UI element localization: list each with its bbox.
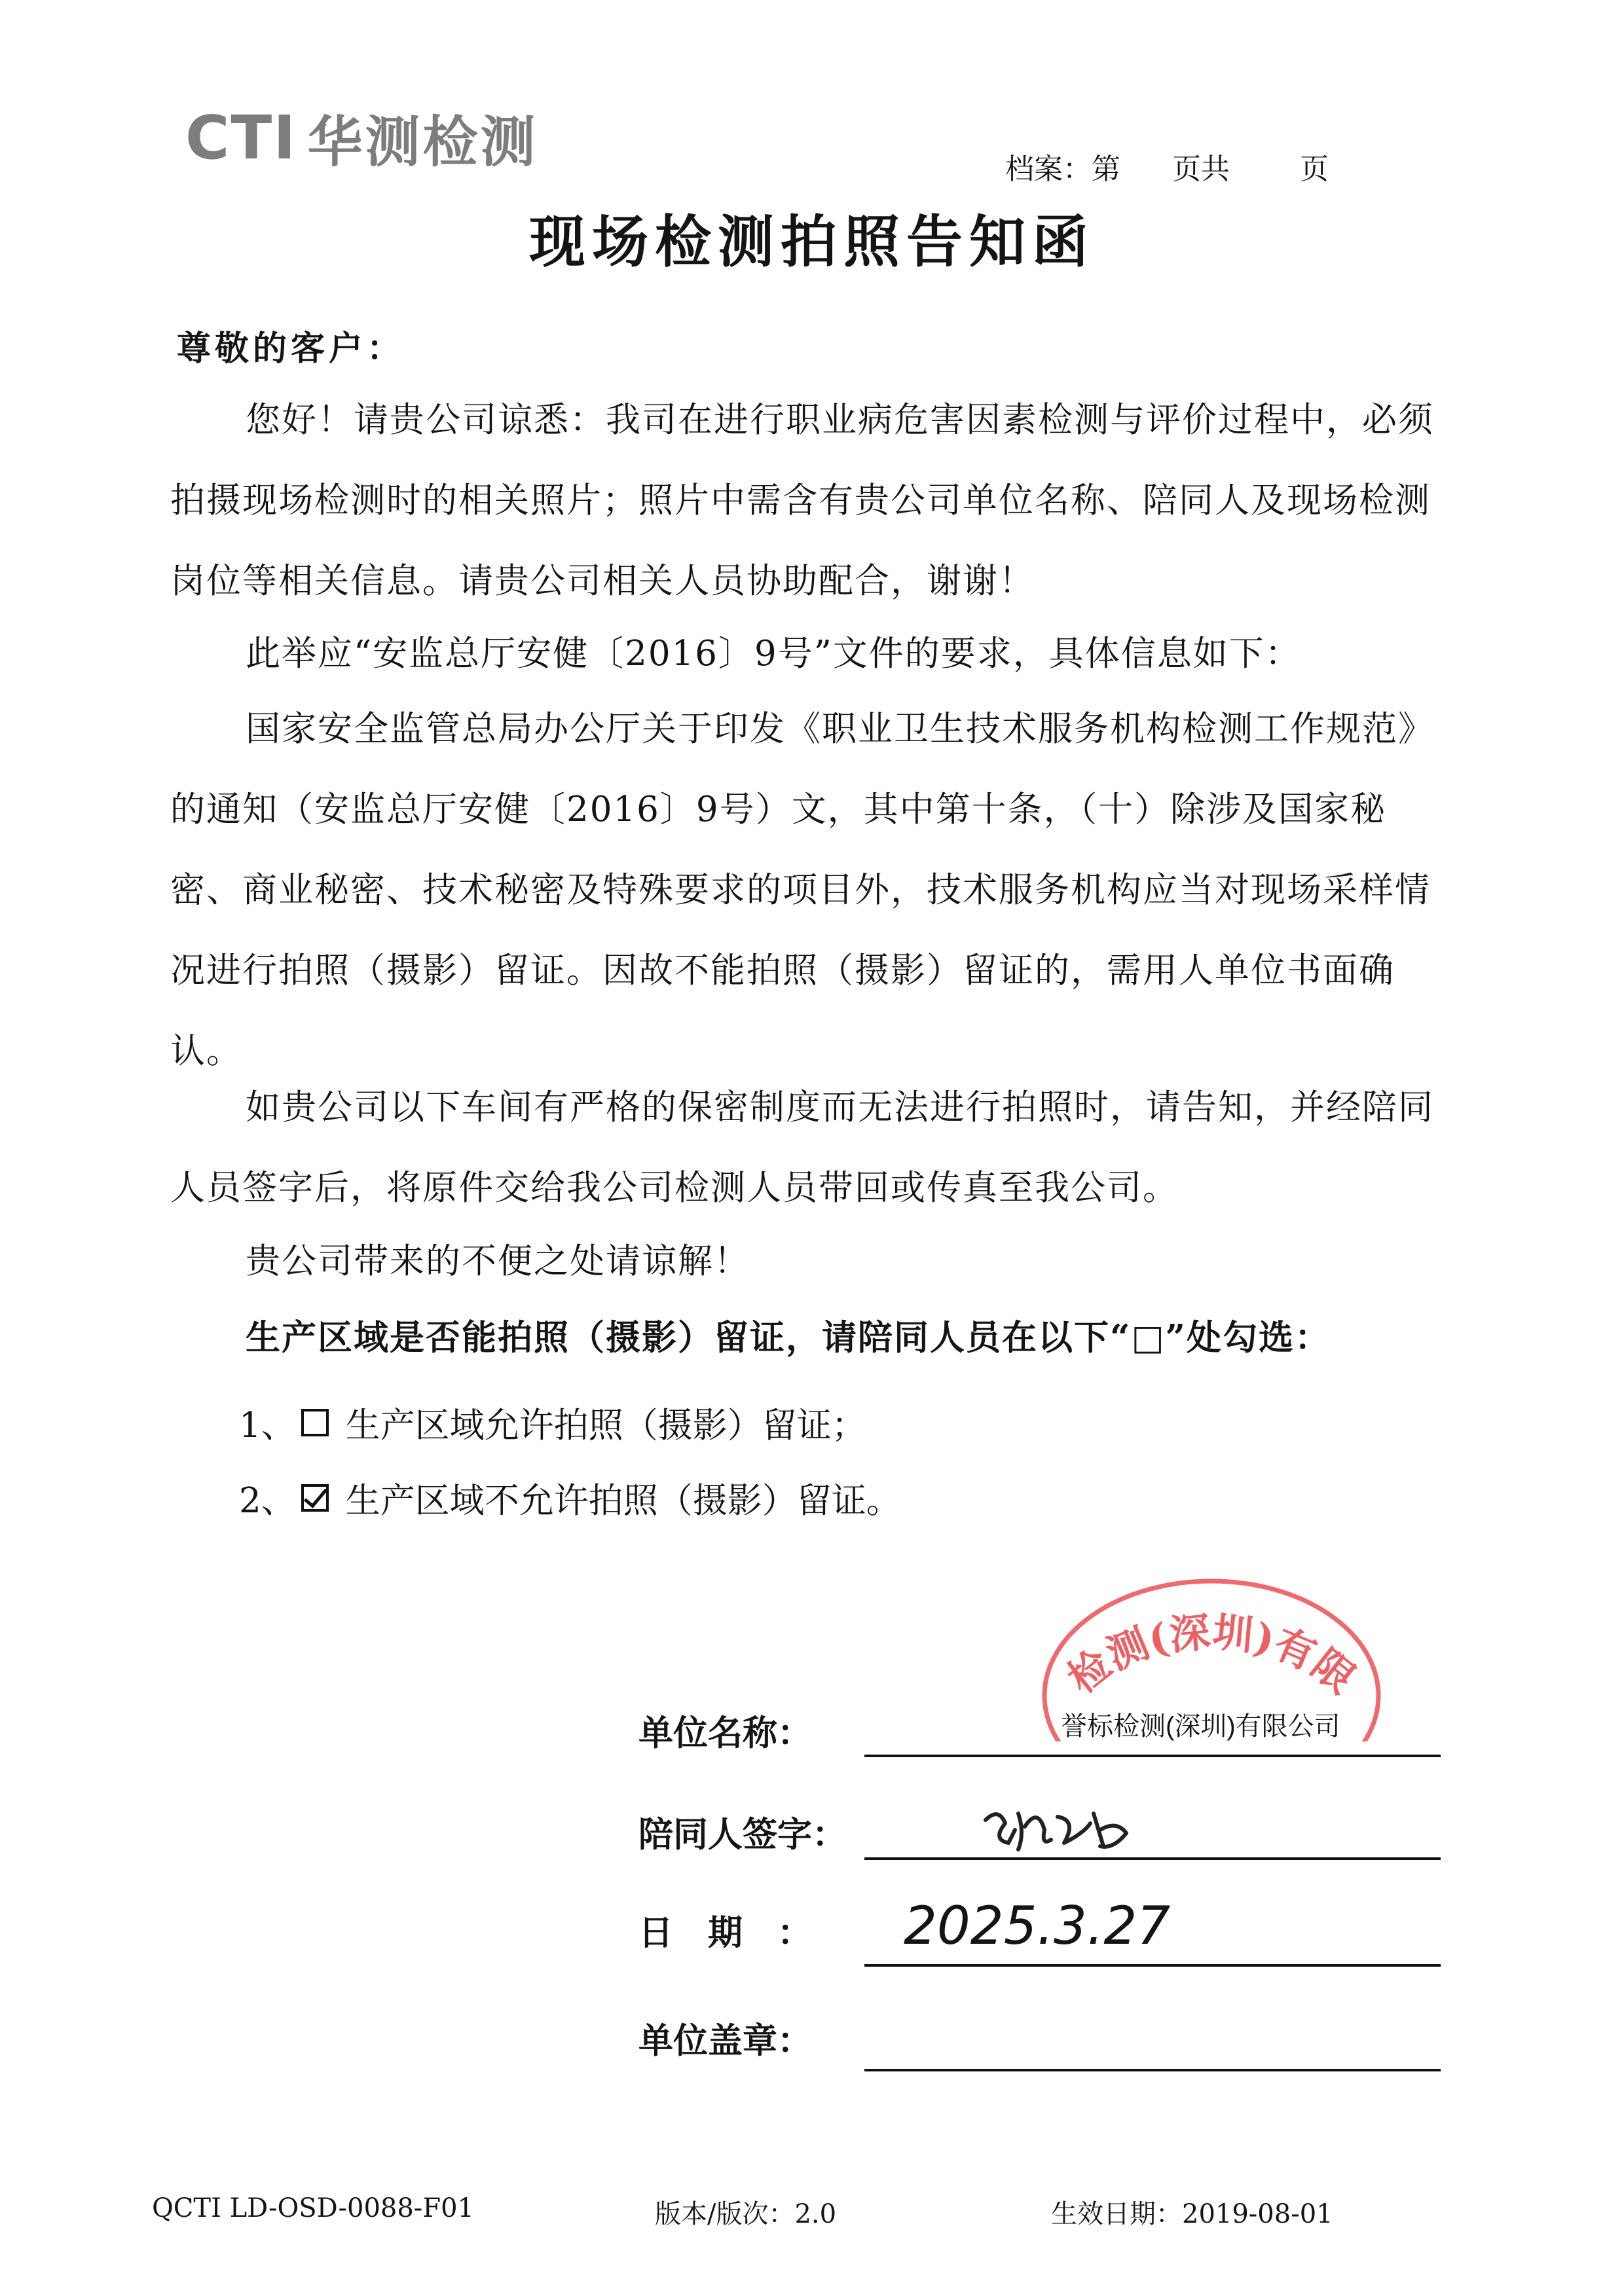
archive-page-mid: 页共: [1172, 153, 1230, 186]
date-label: 日 期 ：: [638, 1912, 812, 1953]
escort-signature-line: [864, 1857, 1441, 1860]
escort-signature: [979, 1794, 1136, 1866]
paragraph-confidential: 如贵公司以下车间有严格的保密制度而无法进行拍照时，请告知，并经陪同人员签字后，将原件交给我公司检测人员带回或传真至我公司。: [170, 1087, 1434, 1208]
option-text: 生产区域允许拍照（摄影）留证；: [345, 1406, 866, 1446]
logo-latin: CTI: [185, 102, 297, 173]
option-number: 2、: [239, 1481, 296, 1521]
option-number: 1、: [239, 1406, 296, 1446]
footer-version: 版本/版次：2.0: [655, 2199, 837, 2229]
logo-chinese: 华测检测: [307, 109, 538, 174]
paragraph-instruction: 生产区域是否能拍照（摄影）留证，请陪同人员在以下“□”处勾选：: [246, 1317, 1331, 1358]
checkbox-disallow[interactable]: [301, 1484, 329, 1512]
archive-label: 档案：第: [1005, 153, 1120, 186]
svg-text:誉标检测(深圳)有限公司: [1035, 1571, 1364, 1703]
option-text: 生产区域不允许拍照（摄影）留证。: [345, 1481, 901, 1521]
seal-line: [864, 2069, 1441, 2071]
seal-label: 单位盖章：: [638, 2020, 812, 2061]
paragraph-apology: 贵公司带来的不便之处请谅解！: [246, 1241, 750, 1281]
paragraph-reference: 此举应“安监总厅安健〔2016〕9号”文件的要求，具体信息如下：: [246, 634, 1301, 674]
option-allow: [239, 1398, 866, 1448]
company-name-label: 单位名称：: [638, 1713, 812, 1753]
page-title: 现场检测拍照告知函: [529, 209, 1095, 275]
footer-doc-code: QCTI LD-OSD-0088-F01: [152, 2193, 474, 2223]
footer-effective-date: 生效日期：2019-08-01: [1051, 2199, 1333, 2229]
paragraph-regulation: 国家安全监管总局办公厅关于印发《职业卫生技术服务机构检测工作规范》的通知（安监总厅安健〔2016〕9号）文，其中第十条，（十）除涉及国家秘密、商业秘密、技术秘密及特殊要求的项目外，技术服务机构应当对现场采样情况进行拍照（摄影）留证。因故不能拍照（摄影）留证的，需用人单位书面确认。: [170, 709, 1434, 1071]
escort-signature-label: 陪同人签字：: [638, 1814, 847, 1855]
company-name-line: [864, 1755, 1441, 1757]
company-logo: [185, 102, 538, 174]
greeting: 尊敬的客户：: [177, 329, 405, 369]
archive-page-end: 页: [1300, 153, 1329, 186]
paragraph-intro: 您好！请贵公司谅悉：我司在进行职业病危害因素检测与评价过程中，必须拍摄现场检测时的相关照片；照片中需含有贵公司单位名称、陪同人及现场检测岗位等相关信息。请贵公司相关人员协助配合，谢谢！: [170, 400, 1434, 601]
company-name-value: 誉标检测(深圳)有限公司: [1061, 1712, 1340, 1741]
checkbox-allow[interactable]: [301, 1409, 329, 1436]
date-value: 2025.3.27: [904, 1895, 1171, 1956]
option-disallow: [239, 1473, 901, 1523]
stamp-text: 检测(深圳)有限: [1058, 1608, 1365, 1703]
date-line: [864, 1964, 1441, 1967]
